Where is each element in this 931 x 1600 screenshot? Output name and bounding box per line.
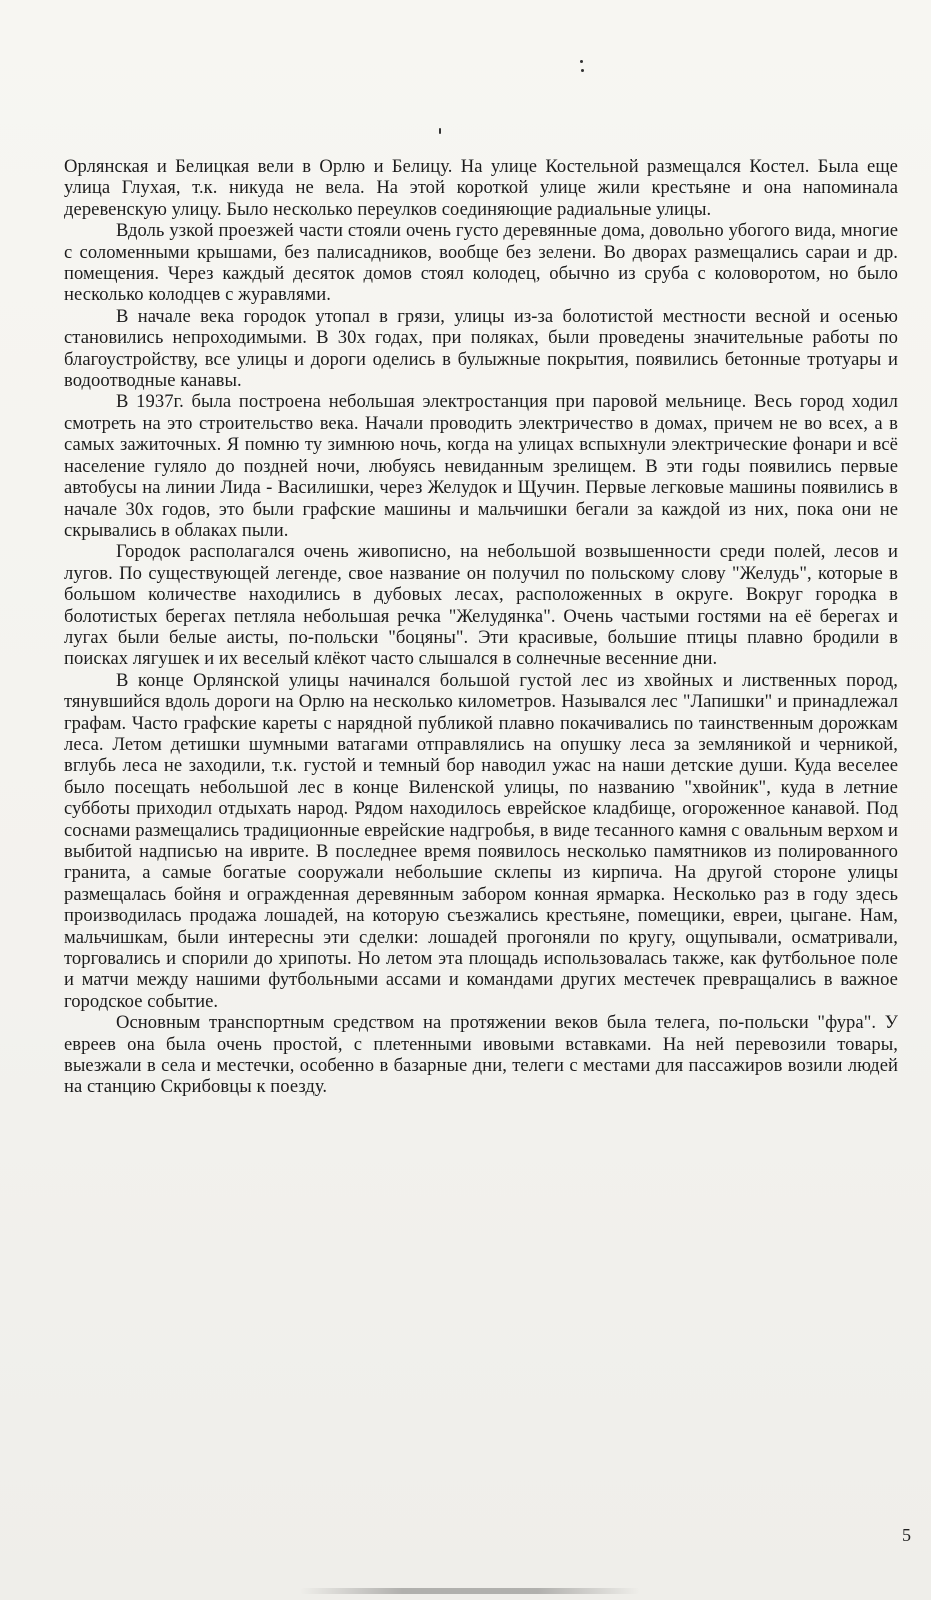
page-number: 5 [902,1525,911,1545]
document-body [64,156,898,1098]
paragraph: Основным транспортным средством на протяжении веков была телега, по-польски "фура". У евреев она была очень простой, с плетенными ивовыми вставками. На ней перевозили товары, выезжали в села и местечки, особенно в базарные дни, телеги с местами для пассажиров возили людей на станцию Скрибовцы к поезду. [64,1012,898,1098]
paragraph: Орлянская и Белицкая вели в Орлю и Белицу. На улице Костельной размещался Костел. Была еще улица Глухая, т.к. никуда не вела. На этой короткой улице жили крестьяне и она напоминала деревенскую улицу. Было несколько переулков соединяющие радиальные улицы. [64,156,898,220]
paragraph: В конце Орлянской улицы начинался большой густой лес из хвойных и лиственных пород, тянувшийся вдоль дороги на Орлю на несколько километров. Назывался лес "Лапишки" и принадлежал графам. Часто графские кареты с нарядной публикой плавно покачивались по таинственным дорожкам леса. Летом детишки шумными ватагами отправлялись на опушку леса за земляникой и черникой, вглубь леса не заходили, т.к. густой и темный бор наводил ужас на наши детские души. Куда веселее было посещать небольшой лес в конце Виленской улицы, по названию "хвойник", куда в летние субботы приходил отдыхать народ. Рядом находилось еврейское кладбище, огороженное канавой. Под соснами размещались традиционные еврейские надгробья, в виде тесанного камня с овальным верхом и выбитой надписью на иврите. В последнее время появилось несколько памятников из полированного гранита, а самые богатые сооружали небольшие склепы из кирпича. На другой стороне улицы размещалась бойня и огражденная деревянным забором конная ярмарка. Несколько раз в году здесь производилась продажа лошадей, на которую съезжались крестьяне, помещики, евреи, цыгане. Нам, мальчишкам, были интересны эти сделки: лошадей прогоняли по кругу, ощупывали, осматривали, торговались и спорили до хрипоты. Но летом эта площадь использовалась также, как футбольное поле и матчи между нашими футбольными ассами и командами других местечек превращались в важное городское событие. [64,669,898,1012]
paragraph: Городок располагался очень живописно, на небольшой возвышенности среди полей, лесов и лугов. По существующей легенде, свое название он получил по польскому слову "Желудь", которые в большом количестве находились в дубовых лесах, расположенных в округе. Вокруг городка в болотистых берегах петляла небольшая речка "Желудянка". Очень частыми гостями на её берегах и лугах были белые аисты, по-польски "боцяны". Эти красивые, большие птицы плавно бродили в поисках лягушек и их веселый клёкот часто слышался в солнечные весенние дни. [64,541,898,670]
paragraph: В начале века городок утопал в грязи, улицы из-за болотистой местности весной и осенью становились непроходимыми. В 30х годах, при поляках, были проведены значительные работы по благоустройству, все улицы и дороги оделись в булыжные покрытия, появились бетонные тротуары и водоотводные канавы. [64,305,898,392]
scan-speck [581,69,584,72]
scan-bottom-edge [300,1588,640,1594]
paragraph: Вдоль узкой проезжей части стояли очень густо деревянные дома, довольно убогого вида, многие с соломенными крышами, без палисадников, вообще без зелени. Во дворах размещались сараи и др. помещения. Через каждый десяток домов стоял колодец, обычно из сруба с коловоротом, но было несколько колодцев с журавлями. [64,220,898,306]
scan-speck [439,128,441,134]
paragraph: В 1937г. была построена небольшая электростанция при паровой мельнице. Весь город ходил смотреть на это строительство века. Начали проводить электричество в домах, причем не во всех, а в самых зажиточных. Я помню ту зимнюю ночь, когда на улицах вспыхнули электрические фонари и всё население гуляло до поздней ночи, любуясь невиданным зрелищем. В эти годы появились первые автобусы на линии Лида - Василишки, через Желудок и Щучин. Первые легковые машины появились в начале 30х годов, это были графские машины и мальчишки бегали за каждой из них, пока они не скрывались в облаках пыли. [64,391,898,541]
scan-speck [580,60,583,63]
